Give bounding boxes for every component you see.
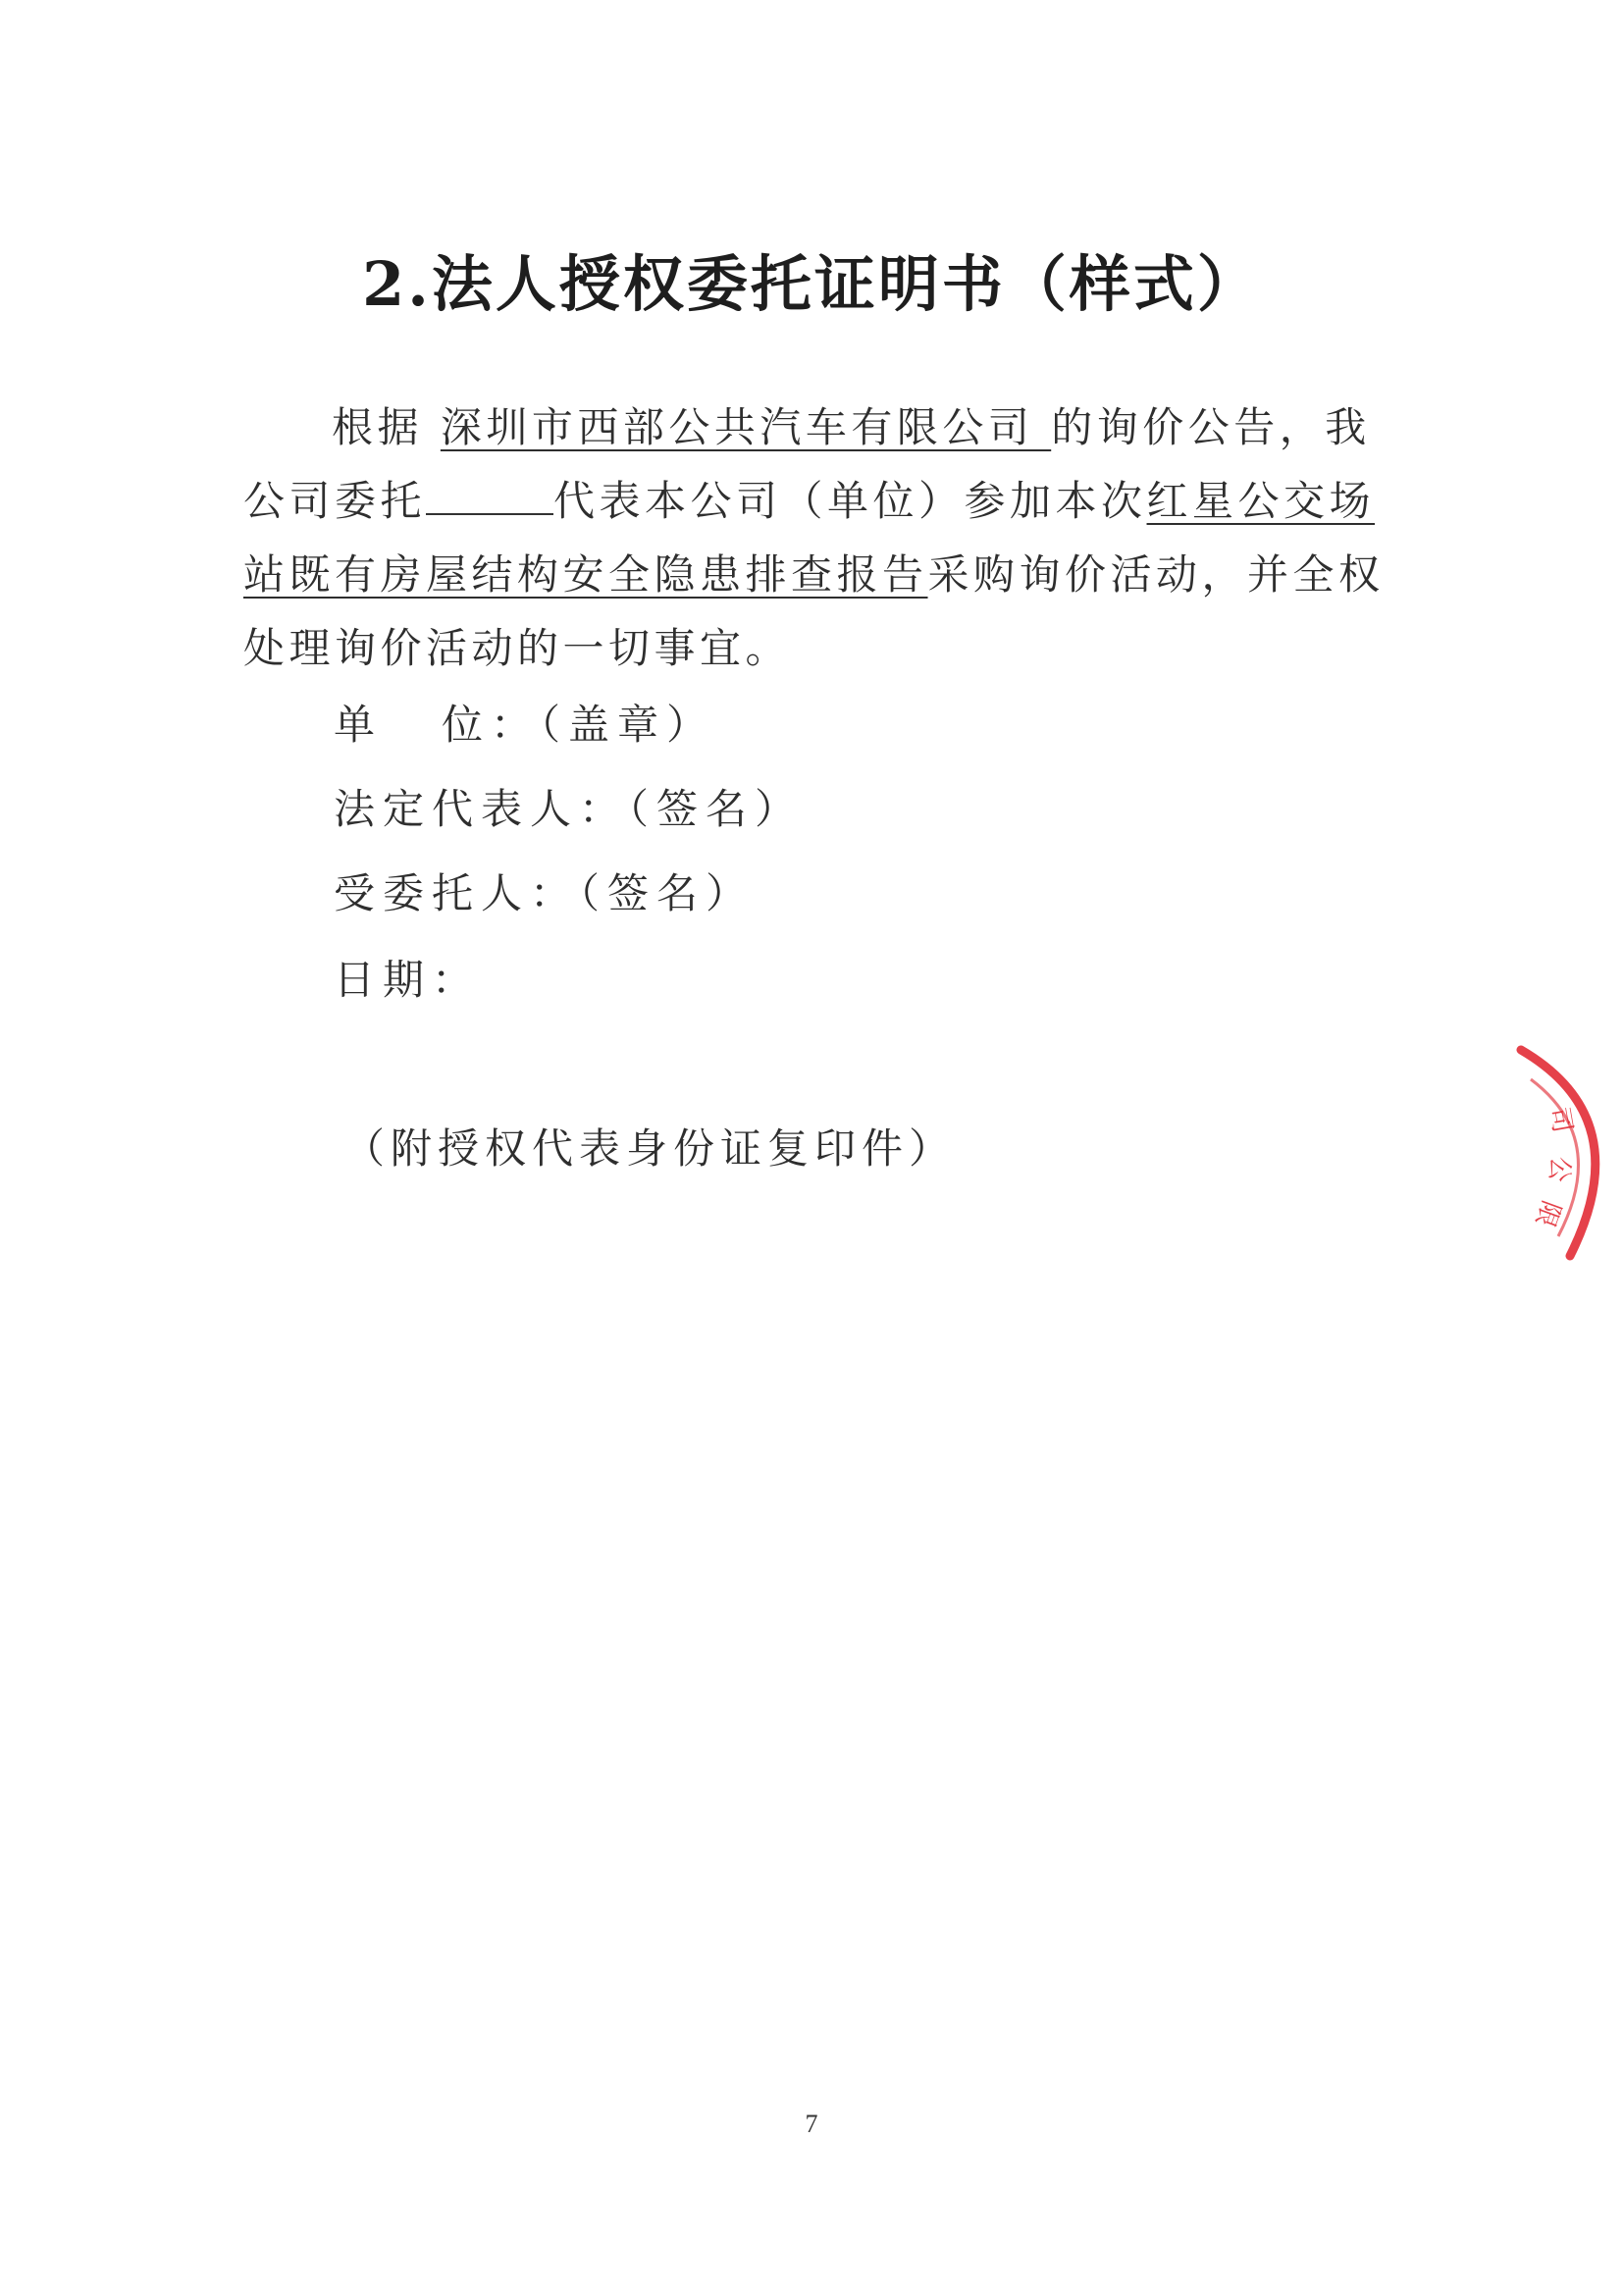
page-number: 7: [805, 2110, 818, 2138]
paragraph-text-4: 采购询价活动，并全权处理询价活动的一切事宜。: [243, 550, 1385, 672]
partial-red-seal: [1501, 1040, 1623, 1276]
unit-label-char: 单: [334, 701, 384, 749]
svg-text:司: 司: [1544, 1105, 1578, 1135]
trustee-field: 受委托人：（签名）: [334, 869, 756, 917]
paragraph-text-1: 根据: [332, 403, 441, 451]
unit-label-rest: 位：（盖章）: [442, 701, 716, 749]
legal-representative-field: 法定代表人：（签名）: [334, 785, 805, 833]
paragraph-text-3: 代表本公司（单位）参加本次: [553, 477, 1147, 525]
attachment-note: （附授权代表身份证复印件）: [343, 1124, 957, 1173]
seal-stamp-icon: [1501, 1040, 1623, 1276]
document-title: 2.法人授权委托证明书（样式）: [362, 248, 1261, 320]
authorization-paragraph: [243, 391, 1391, 685]
svg-text:限: 限: [1529, 1196, 1566, 1231]
trustee-blank-line: [426, 480, 553, 515]
svg-text:公: 公: [1543, 1155, 1575, 1183]
unit-field: [334, 693, 715, 752]
project-name: 红星公交场站既有房屋结构安全隐患排查报告: [243, 477, 1376, 599]
paragraph-text-2: 的询价公告，我公司委托: [243, 403, 1371, 525]
date-field: 日期：: [334, 956, 482, 1004]
company-name: 深圳市西部公共汽车有限公司: [440, 403, 1052, 451]
